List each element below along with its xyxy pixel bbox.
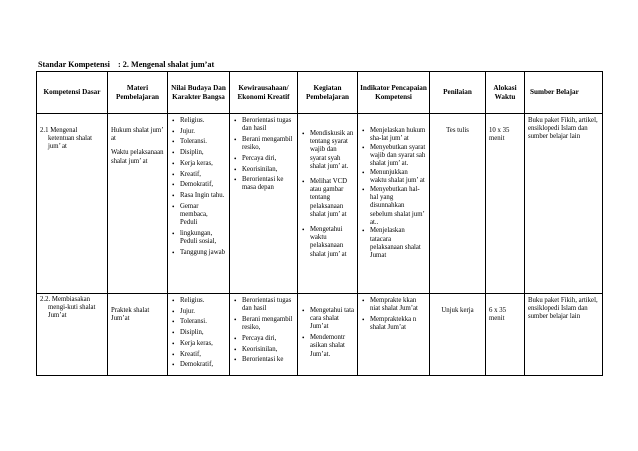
list-item: • Religius. — [171, 117, 226, 125]
list-item: • Berorientasi tugas dan hasil — [233, 117, 294, 133]
list-item: • Mendiskusik an tentang syarat wajib dan syarat syah shalat jum’ at. — [301, 130, 354, 171]
materi-text: Waktu pelaksanaan shalat jum’ at — [111, 149, 164, 165]
list-item: • Toleransi. — [171, 138, 226, 146]
silabus-table — [36, 71, 603, 376]
cell-kompetensi-dasar — [37, 114, 108, 294]
list-item: • Berorientasi ke masa depan — [233, 176, 294, 192]
materi-text: Hukum shalat jum’ at — [111, 127, 163, 143]
cell-alokasi — [486, 114, 525, 294]
cell-indikator — [358, 294, 430, 376]
list-item: • Jujur. — [171, 128, 226, 136]
kd-text: 2.1 Mengenal ketentuan shalat jum’ at — [40, 127, 92, 151]
list-item: • Rasa Ingin tahu. — [171, 192, 226, 200]
cell-penilaian — [430, 114, 486, 294]
list-item: • Tanggung jawab — [171, 249, 226, 257]
list-item: • Menjelaskan hukum sha-lat jum’ at — [361, 127, 426, 143]
cell-kegiatan — [298, 294, 358, 376]
list-item: • Memprakte kkan niat shalat Jum’at — [361, 297, 426, 313]
list-item: • Menyebutkan syarat wajib dan syarat sah shalat jum’ at. — [361, 144, 426, 169]
list-item: • lingkungan, Peduli sosial, — [171, 230, 226, 246]
list-item: • Mengetahui tata cara shalat Jum’at — [301, 307, 354, 332]
cell-kompetensi-dasar — [37, 294, 108, 376]
cell-kewirausahaan — [230, 294, 298, 376]
alokasi-text: 10 x 35 menit — [489, 127, 510, 143]
cell-nilai — [168, 294, 230, 376]
kd-text: 2.2. Membiasakan mengi-kuti shalat Jum’at — [40, 296, 96, 320]
standar-kompetensi-label: Standar Kompetensi — [38, 60, 110, 69]
list-item: • Berani mengambil resiko, — [233, 136, 294, 152]
cell-sumber — [525, 114, 603, 294]
header-penilaian: Penilaian — [430, 72, 486, 114]
list-item: • Menyebutkan hal-hal yang disunnahkan sebelum shalat jum’ at.. — [361, 186, 426, 227]
cell-penilaian — [430, 294, 486, 376]
cell-materi — [108, 114, 168, 294]
header-materi: Materi Pembelajaran — [108, 72, 168, 114]
list-item: • Keorisinilan, — [233, 346, 294, 354]
list-item: • Religius. — [171, 297, 226, 305]
cell-kegiatan — [298, 114, 358, 294]
list-item: • Toleransi. — [171, 318, 226, 326]
list-item: • Keorisinilan, — [233, 166, 294, 174]
list-item: • Percaya diri, — [233, 335, 294, 343]
list-item: • Berani mengambil resiko, — [233, 316, 294, 332]
cell-nilai — [168, 114, 230, 294]
list-item: • Kreatif, — [171, 171, 226, 179]
list-item: • Berorientasi ke — [233, 356, 294, 364]
list-item: • Kreatif, — [171, 351, 226, 359]
list-item: • Mempraktekka n shalat Jum’at — [361, 316, 426, 332]
list-item: • Disiplin, — [171, 149, 226, 157]
list-item: • Berorientasi tugas dan hasil — [233, 297, 294, 313]
header-kewirausahaan: Kewirausahaan/ Ekonomi Kreatif — [230, 72, 298, 114]
table-row — [37, 294, 603, 376]
list-item: • Disiplin, — [171, 329, 226, 337]
sumber-text: Buku paket Fikih, artikel, ensiklopedi Islam dan sumber belajar lain — [528, 297, 598, 321]
list-item: • Jujur. — [171, 308, 226, 316]
list-item: • Menjelaskan tatacara pelaksanaan shalat Jumat — [361, 227, 426, 260]
standar-kompetensi-line — [38, 60, 214, 69]
sumber-text: Buku paket Fikih, artikel, ensiklopedi Islam dan sumber belajar lain — [528, 117, 598, 141]
materi-text: Praktek shalat Jum’at — [111, 307, 150, 323]
list-item: • Menunjukkan waktu shalat jum’ at — [361, 169, 426, 185]
list-item: • Melihat VCD atau gambar tentang pelaksanaan shalat jum’ at — [301, 178, 354, 219]
list-item: • Kerja keras, — [171, 340, 226, 348]
cell-indikator — [358, 114, 430, 294]
list-item: • Mendemontr asikan shalat Jum’at. — [301, 334, 354, 359]
header-sumber: Sumber Belajar — [525, 72, 603, 114]
penilaian-text: Tes tulis — [446, 127, 469, 134]
list-item: • Gemar membaca, Peduli — [171, 203, 226, 228]
header-nilai: Nilai Budaya Dan Karakter Bangsa — [168, 72, 230, 114]
header-alokasi: Alokasi Waktu — [486, 72, 525, 114]
cell-sumber — [525, 294, 603, 376]
list-item: • Kerja keras, — [171, 160, 226, 168]
standar-kompetensi-value: : 2. Mengenal shalat jum’at — [118, 60, 215, 69]
list-item: • Mengetahui waktu pelaksanaan shalat jum’ at — [301, 226, 354, 259]
table-header-row — [37, 72, 603, 114]
header-kegiatan: Kegiatan Pembelajaran — [298, 72, 358, 114]
alokasi-text: 6 x 35 menit — [489, 307, 506, 323]
list-item: • Percaya diri, — [233, 155, 294, 163]
cell-kewirausahaan — [230, 114, 298, 294]
list-item: • Demokratif, — [171, 181, 226, 189]
cell-alokasi — [486, 294, 525, 376]
cell-materi — [108, 294, 168, 376]
table-row — [37, 114, 603, 294]
header-indikator: Indikator Pencapaian Kompetensi — [358, 72, 430, 114]
penilaian-text: Unjuk kerja — [441, 307, 474, 314]
list-item: • Demokratif, — [171, 361, 226, 369]
header-kompetensi-dasar: Kompetensi Dasar — [37, 72, 108, 114]
